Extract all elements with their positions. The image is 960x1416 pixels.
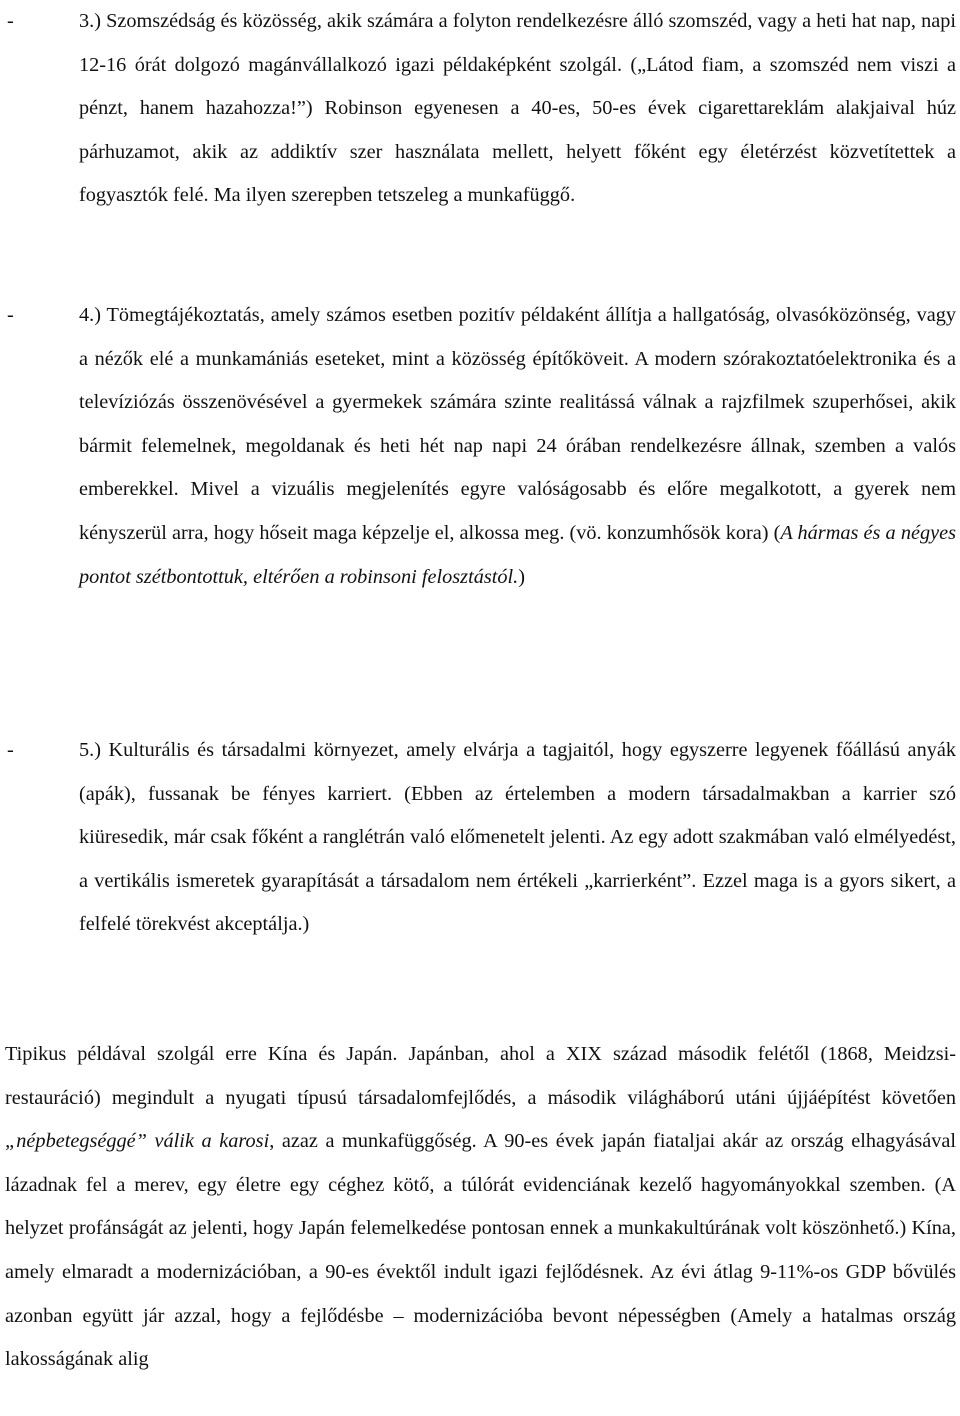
body-paragraph [5, 1033, 956, 1382]
list-item-4-text: 4.) Tömegtájékoztatás, amely számos esetben pozitív példaként állítja a hallgatóság, olvasóközönség, vagy a nézők elé a munkamániás eseteket, mint a közösség építőköveit. A modern szórakoztatóelektronika és a televíziózás összenövésével a gyermekek számára szinte realitássá válnak a rajzfilmek szuperhősei, akik bármit felemelnek, megoldanak és heti hét nap napi 24 órában rendelkezésre állnak, szemben a valós emberekkel. Mivel a vizuális megjelenítés egyre valóságosabb és előre megalkotott, a gyerek nem kényszerül arra, hogy hőseit maga képzelje el, alkossa meg. (vö. konzumhősök kora) ( [79, 304, 956, 544]
paragraph-after: , azaz a munkafüggőség. A 90-es évek japán fiataljai akár az ország elhagyásával lázadnak fel a merev, egy életre egy céghez kötő, a túlórát evidenciának kezelő hagyományokkal szemben. (A helyzet profánságát az jelenti, hogy Japán felemelkedése pontosan ennek a munkakultúrának volt köszönhető.) Kína, amely elmaradt a modernizációban, a 90-es évektől indult igazi fejlődésnek. Az évi átlag 9-11%-os GDP bővülés azonban együtt jár azzal, hogy a fejlődésbe – modernizációba bevont népességben (Amely a hatalmas ország lakosságának alig [5, 1130, 957, 1371]
list-item-5-text: 5.) Kulturális és társadalmi környezet, amely elvárja a tagjaitól, hogy egyszerre legyenek főállású anyák (apák), fussanak be fényes karriert. (Ebben az értelemben a modern társadalmakban a karrier szó kiüresedik, már csak főként a ranglétrán való előmenetelt jelenti. Az egy adott szakmában való elmélyedést, a vertikális ismeretek gyarapítását a társadalom nem értékeli „karrierként”. Ezzel maga is a gyors sikert, a felfelé törekvést akceptálja.) [79, 739, 956, 936]
paragraph-before: Tipikus példával szolgál erre Kína és Japán. Japánban, ahol a XIX század második felétől (1868, Meidzsi- restauráció) megindult a nyugati típusú társadalomfejlődés, a második világháború utáni újjáépítést követően [5, 1043, 956, 1109]
list-dash: - [7, 739, 14, 761]
list-dash: - [7, 10, 14, 32]
list-item-3-text: 3.) Szomszédság és közösség, akik számára a folyton rendelkezésre álló szomszéd, vagy a heti hat nap, napi 12-16 órát dolgozó magánvállalkozó igazi példaképként szolgál. („Látod fiam, a szomszéd nem viszi a pénzt, hanem hazahozza!”) Robinson egyenesen a 40-es, 50-es évek cigarettareklám alakjaival húz párhuzamot, akik az addiktív szer használata mellett, helyett főként egy életérzést közvetítettek a fogyasztók felé. Ma ilyen szerepben tetszeleg a munkafüggő. [79, 10, 956, 207]
list-item-5 [79, 729, 956, 947]
list-item-4 [79, 294, 956, 599]
list-dash: - [7, 304, 14, 326]
list-item-4-tail: ) [518, 565, 525, 588]
list-item-3 [79, 0, 956, 218]
paragraph-italic: „népbetegséggé” válik a karosi [5, 1130, 270, 1153]
list-item-4-italic-note: A hármas és a négyes pontot szétbontottuk, eltérően a robinsoni felosztástól. [79, 521, 957, 588]
